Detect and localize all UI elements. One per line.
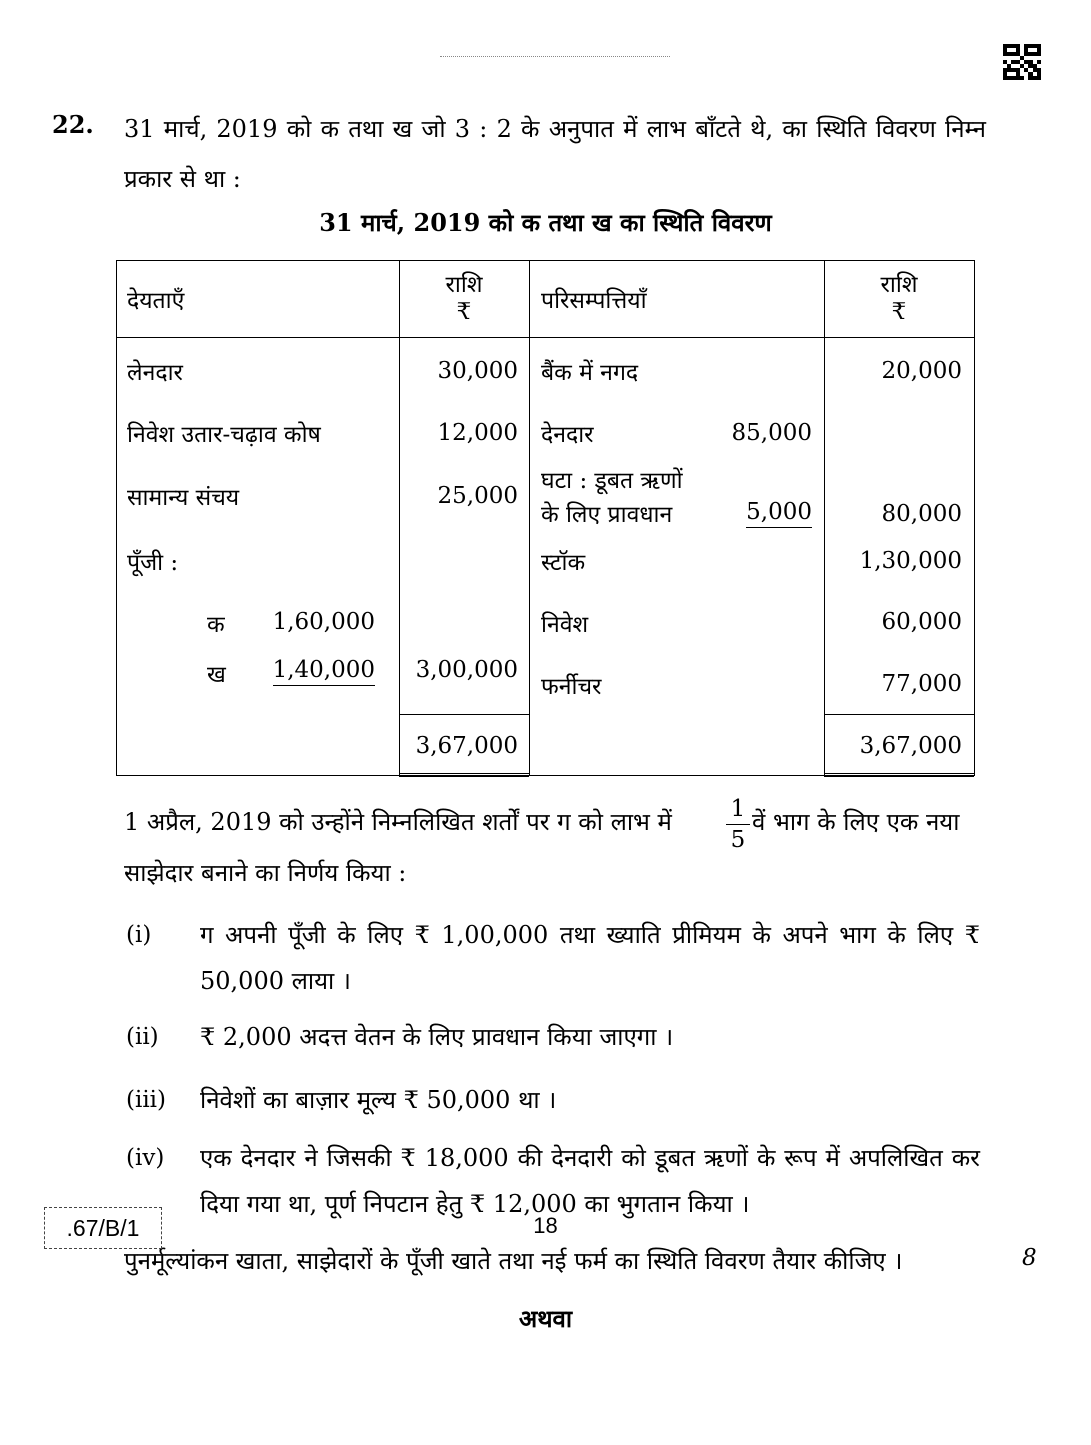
- debtors-net: 80,000: [881, 501, 962, 527]
- qr-code-icon: [1003, 44, 1041, 80]
- header-assets: परिसम्पत्तियाँ: [541, 288, 647, 314]
- marks: 8: [1022, 1245, 1037, 1271]
- admission-line2: साझेदार बनाने का निर्णय किया :: [124, 859, 407, 887]
- furniture-label: फर्नीचर: [541, 674, 602, 700]
- creditors-value: 30,000: [437, 358, 518, 384]
- partner-b-capital: [267, 657, 375, 683]
- partner-a-label: क: [207, 612, 225, 638]
- debtors-label: देनदार: [541, 422, 594, 448]
- admission-text-after: वें भाग के लिए एक नया: [752, 808, 960, 836]
- cash-value: 20,000: [881, 358, 962, 384]
- stock-value: 1,30,000: [859, 548, 962, 574]
- ifr-value: 12,000: [437, 420, 518, 446]
- total-double-rule-right: [824, 773, 974, 777]
- partner-a-capital: 1,60,000: [272, 609, 375, 635]
- header-microtext-strip: [440, 56, 670, 59]
- general-reserve-label: सामान्य संचय: [127, 485, 240, 511]
- furniture-value: 77,000: [881, 671, 962, 697]
- balance-sheet-table: [116, 260, 975, 776]
- general-reserve-value: 25,000: [437, 483, 518, 509]
- table-title: 31 मार्च, 2019 को क तथा ख का स्थिति विवरण: [319, 208, 772, 237]
- condition-label: (i): [126, 922, 152, 948]
- condition-label: (iii): [126, 1087, 167, 1113]
- condition-label: (iv): [126, 1145, 165, 1171]
- cash-label: बैंक में नगद: [541, 360, 639, 386]
- question-intro: 31 मार्च, 2019 को क तथा ख जो 3 : 2 के अनुपात में लाभ बाँटते थे, का स्थिति विवरण निम्न प्रकार से था :: [124, 115, 986, 193]
- header-amount-right: राशि: [880, 272, 918, 298]
- fraction-numerator: 1: [730, 796, 746, 822]
- stock-label: स्टॉक: [541, 550, 586, 576]
- admission-text-before: 1 अप्रैल, 2019 को उन्होंने निम्नलिखित शर्तों पर ग को लाभ में: [124, 808, 672, 836]
- debtors-gross: 85,000: [731, 420, 812, 446]
- paper-code: .67/B/1: [44, 1207, 162, 1249]
- instruction: पुनर्मूल्यांकन खाता, साझेदारों के पूँजी खाते तथा नई फर्म का स्थिति विवरण तैयार कीजिए ।: [124, 1247, 903, 1275]
- fraction-one-fifth: [726, 796, 750, 853]
- condition-text: निवेशों का बाज़ार मूल्य ₹ 50,000 था ।: [200, 1086, 557, 1114]
- fraction-denominator: 5: [730, 827, 746, 853]
- header-liabilities: देयताएँ: [127, 288, 185, 314]
- header-currency-left: ₹: [456, 299, 472, 325]
- question-number: 22.: [52, 110, 94, 139]
- capital-label: पूँजी :: [127, 550, 179, 576]
- liabilities-total: 3,67,000: [415, 733, 518, 759]
- condition-label: (ii): [126, 1024, 159, 1050]
- partner-b-capital-value: 1,40,000: [273, 657, 375, 686]
- investments-label: निवेश: [541, 612, 589, 638]
- capital-total: 3,00,000: [415, 657, 518, 683]
- provision-value: [717, 499, 812, 525]
- provision-amount: 5,000: [746, 499, 812, 528]
- partner-b-label: ख: [207, 662, 226, 688]
- assets-total: 3,67,000: [859, 733, 962, 759]
- total-double-rule-left: [399, 773, 529, 777]
- investments-value: 60,000: [881, 609, 962, 635]
- column-divider: [529, 261, 530, 775]
- or-divider: अथवा: [518, 1304, 573, 1333]
- condition-text: एक देनदार ने जिसकी ₹ 18,000 की देनदारी को डूबत ऋणों के रूप में अपलिखित कर दिया गया था, पूर्ण निपटान हेतु ₹ 12,000 का भुगतान किया ।: [200, 1144, 980, 1218]
- total-rule-left: [399, 714, 529, 715]
- header-currency-right: ₹: [891, 299, 907, 325]
- page-number: 18: [533, 1213, 558, 1238]
- less-provision-line2: के लिए प्रावधान: [541, 502, 673, 528]
- header-divider: [117, 337, 974, 338]
- fraction-bar: [726, 824, 750, 825]
- column-divider: [399, 261, 400, 775]
- ifr-label: निवेश उतार-चढ़ाव कोष: [127, 422, 321, 448]
- header-amount-left: राशि: [445, 272, 483, 298]
- condition-text: ग अपनी पूँजी के लिए ₹ 1,00,000 तथा ख्याति प्रीमियम के अपने भाग के लिए ₹ 50,000 लाया ।: [200, 921, 980, 995]
- condition-text: ₹ 2,000 अदत्त वेतन के लिए प्रावधान किया जाएगा ।: [200, 1023, 674, 1051]
- creditors-label: लेनदार: [127, 360, 183, 386]
- total-rule-right: [824, 714, 974, 715]
- less-provision-line1: घटा : डूबत ऋणों: [541, 468, 683, 494]
